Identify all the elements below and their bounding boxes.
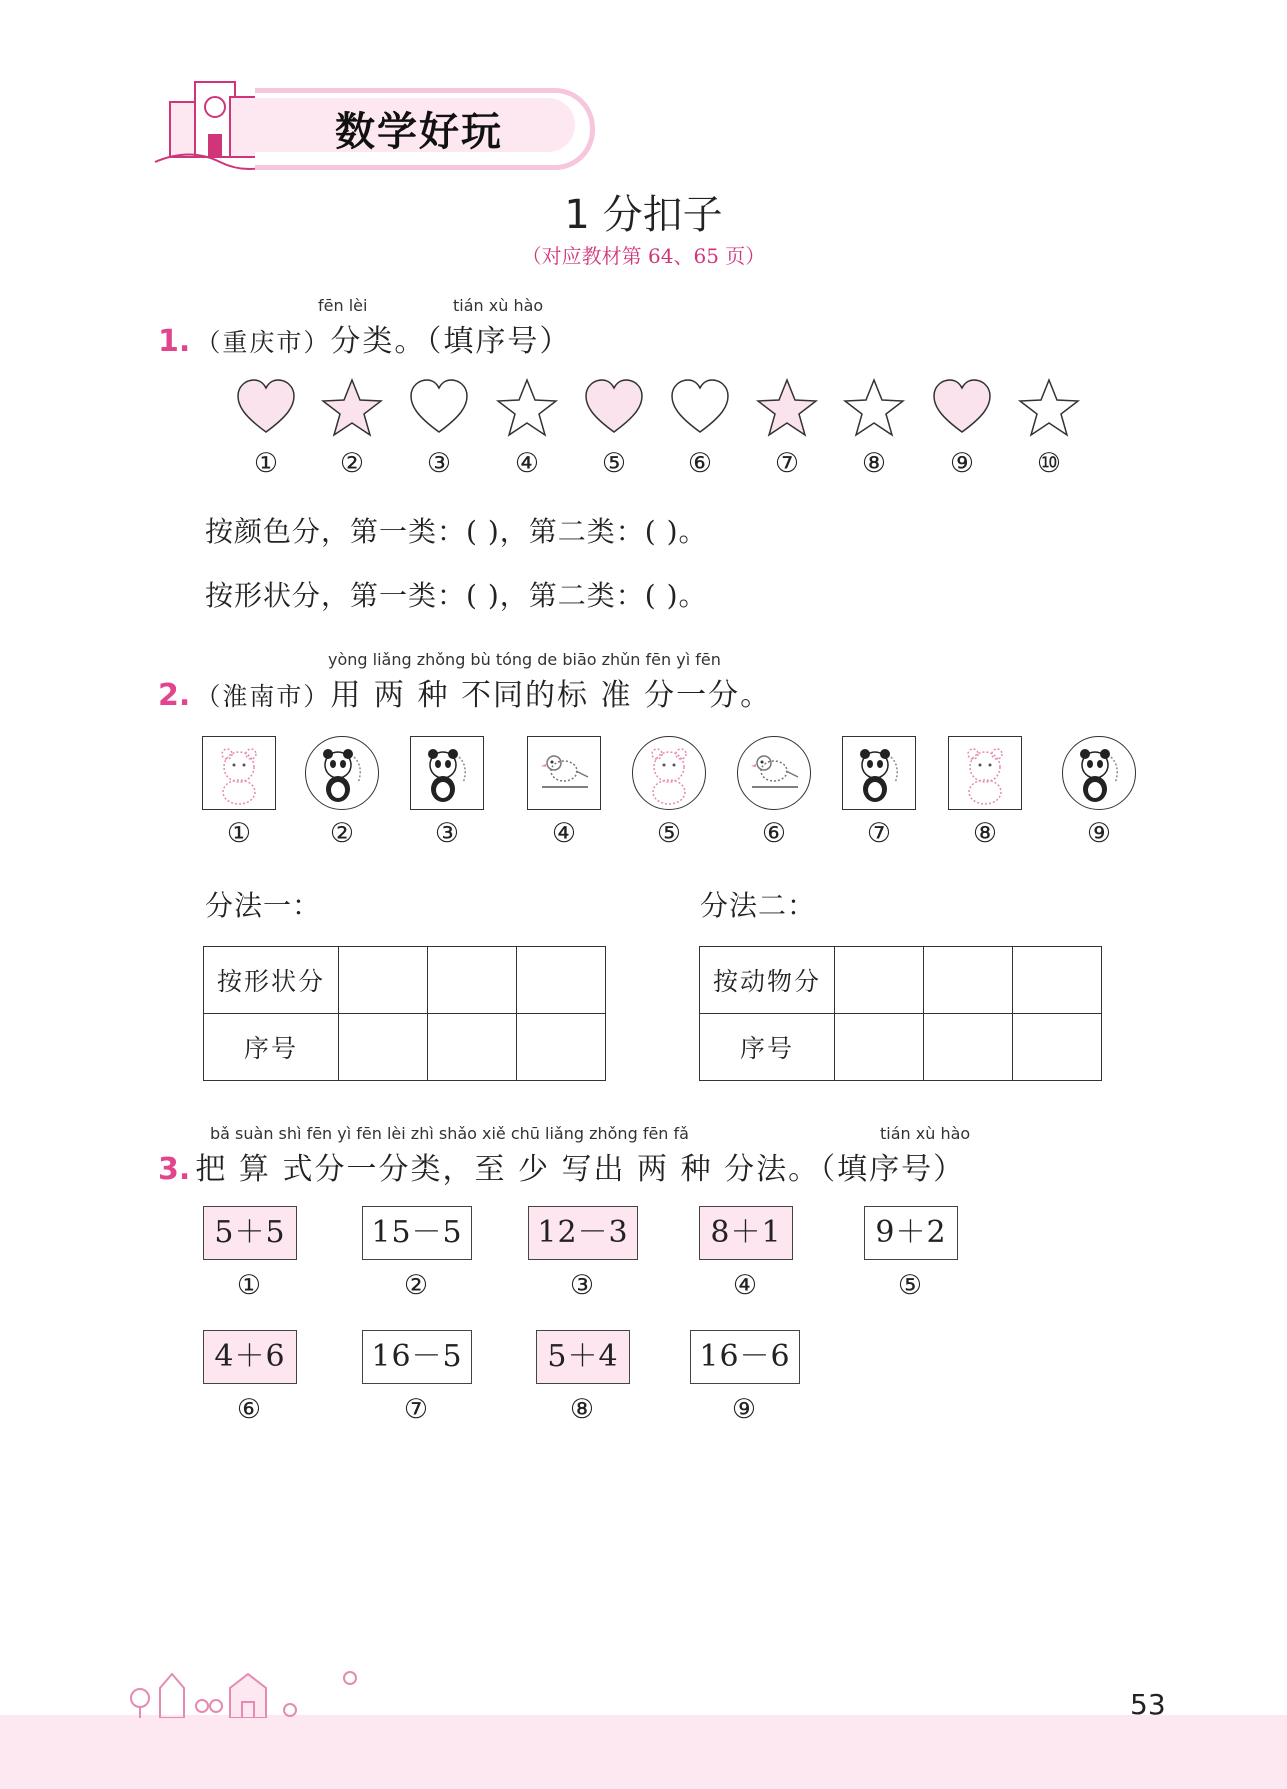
star-icon — [495, 376, 559, 440]
star-icon — [755, 376, 819, 440]
footer-band — [0, 1715, 1287, 1789]
heart-icon — [582, 376, 646, 440]
q1-item-label: ⑨ — [949, 448, 975, 479]
q3-item-label: ⑥ — [236, 1394, 262, 1425]
heart-icon — [407, 376, 471, 440]
bear-icon — [203, 737, 275, 809]
q3-item-label: ⑦ — [403, 1394, 429, 1425]
q1-item-label: ⑤ — [601, 448, 627, 479]
table1-row2-head: 序号 — [204, 1014, 339, 1081]
q3-item-label: ④ — [732, 1270, 758, 1301]
expression-card: 5＋4 — [536, 1330, 630, 1384]
q1-item-label: ③ — [426, 448, 452, 479]
star-icon — [1017, 376, 1081, 440]
answer-cell[interactable] — [517, 1014, 606, 1081]
expression-card: 12－3 — [528, 1206, 638, 1260]
q2-item-label: ⑨ — [1086, 818, 1112, 849]
bear-picture — [632, 736, 706, 810]
bird-picture — [737, 736, 811, 810]
q2-item-label: ① — [226, 818, 252, 849]
section-title: 数学好玩 — [335, 109, 503, 155]
panda-icon — [411, 737, 483, 809]
bird-icon — [738, 737, 810, 809]
answer-cell[interactable] — [1013, 947, 1102, 1014]
panda-icon — [306, 737, 378, 809]
table2-row2-head: 序号 — [700, 1014, 835, 1081]
panda-picture — [305, 736, 379, 810]
expression-card: 8＋1 — [699, 1206, 793, 1260]
expression-card: 16－6 — [690, 1330, 800, 1384]
heart-icon — [234, 376, 298, 440]
q2-item-label: ④ — [551, 818, 577, 849]
q1-item-label: ⑩ — [1036, 448, 1062, 479]
expression-card: 4＋6 — [203, 1330, 297, 1384]
q2-item-label: ⑦ — [866, 818, 892, 849]
q3-item-label: ⑧ — [569, 1394, 595, 1425]
q1-pinyin-1: fēn lèi — [318, 296, 368, 315]
lesson-title: 1 分扣子 — [564, 192, 723, 238]
q3-item-label: ⑨ — [731, 1394, 757, 1425]
q3-text-tail: （填序号） — [820, 1152, 966, 1187]
star-icon — [320, 376, 384, 440]
q1-item-label: ② — [339, 448, 365, 479]
answer-cell[interactable] — [339, 947, 428, 1014]
q1-item-label: ⑦ — [774, 448, 800, 479]
answer-cell[interactable] — [428, 1014, 517, 1081]
method1-table — [203, 946, 606, 1081]
heart-icon — [668, 376, 732, 440]
panda-picture — [410, 736, 484, 810]
q2-item-label: ⑥ — [761, 818, 787, 849]
bear-icon — [949, 737, 1021, 809]
bird-icon — [528, 737, 600, 809]
q2-text: 用 两 种 不同的标 准 分一分。 — [330, 678, 773, 713]
lesson-subtitle: （对应教材第 64、65 页） — [521, 244, 766, 268]
panda-icon — [1063, 737, 1135, 809]
answer-cell[interactable] — [428, 947, 517, 1014]
q2-number: 2. — [158, 678, 191, 713]
q1-color-line: 按颜色分，第一类：( )，第二类：( )。 — [205, 515, 708, 548]
table2-row1-head: 按动物分 — [700, 947, 835, 1014]
bird-picture — [527, 736, 601, 810]
q1-pinyin-2: tián xù hào — [453, 296, 544, 315]
answer-cell[interactable] — [924, 1014, 1013, 1081]
q3-item-label: ③ — [569, 1270, 595, 1301]
method1-label: 分法一： — [205, 889, 322, 922]
q2-pinyin: yòng liǎng zhǒng bù tóng de biāo zhǔn fēn yì fēn — [328, 650, 721, 669]
q1-item-label: ⑧ — [861, 448, 887, 479]
panda-icon — [843, 737, 915, 809]
panda-picture — [842, 736, 916, 810]
expression-card: 15－5 — [362, 1206, 472, 1260]
bear-picture — [202, 736, 276, 810]
expression-card: 16－5 — [362, 1330, 472, 1384]
q3-line — [158, 1144, 965, 1188]
answer-cell[interactable] — [517, 947, 606, 1014]
table1-row1-head: 按形状分 — [204, 947, 339, 1014]
footer-illustration — [120, 1648, 400, 1718]
method2-table — [699, 946, 1102, 1081]
q1-source: （重庆市） — [195, 328, 331, 357]
q3-item-label: ① — [236, 1270, 262, 1301]
q1-line — [158, 316, 571, 360]
q2-item-label: ⑤ — [656, 818, 682, 849]
expression-card: 5＋5 — [203, 1206, 297, 1260]
q3-item-label: ⑤ — [897, 1270, 923, 1301]
q1-item-label: ④ — [514, 448, 540, 479]
answer-cell[interactable] — [1013, 1014, 1102, 1081]
q1-text-tail: （填序号） — [426, 324, 572, 359]
answer-cell[interactable] — [339, 1014, 428, 1081]
q3-text: 把 算 式分一分类，至 少 写出 两 种 分法。 — [195, 1152, 821, 1187]
q1-item-label: ① — [253, 448, 279, 479]
method2-label: 分法二： — [700, 889, 817, 922]
page-number: 53 — [1130, 1688, 1166, 1721]
q2-item-label: ② — [329, 818, 355, 849]
q2-line — [158, 670, 772, 714]
bear-picture — [948, 736, 1022, 810]
answer-cell[interactable] — [835, 947, 924, 1014]
q1-number: 1. — [158, 324, 191, 359]
q2-item-label: ③ — [434, 818, 460, 849]
q1-shape-line: 按形状分，第一类：( )，第二类：( )。 — [205, 579, 708, 612]
q1-text: 分类。 — [330, 324, 427, 359]
q2-item-label: ⑧ — [972, 818, 998, 849]
expression-card: 9＋2 — [864, 1206, 958, 1260]
q3-number: 3. — [158, 1152, 191, 1187]
answer-cell[interactable] — [835, 1014, 924, 1081]
panda-picture — [1062, 736, 1136, 810]
q3-pinyin: bǎ suàn shì fēn yì fēn lèi zhì shǎo xiě chū liǎng zhǒng fēn fǎ — [210, 1124, 689, 1143]
star-icon — [842, 376, 906, 440]
heart-icon — [930, 376, 994, 440]
q3-item-label: ② — [403, 1270, 429, 1301]
answer-cell[interactable] — [924, 947, 1013, 1014]
bear-icon — [633, 737, 705, 809]
q1-item-label: ⑥ — [687, 448, 713, 479]
q3-pinyin-tail: tián xù hào — [880, 1124, 971, 1143]
q2-source: （淮南市） — [195, 682, 331, 711]
